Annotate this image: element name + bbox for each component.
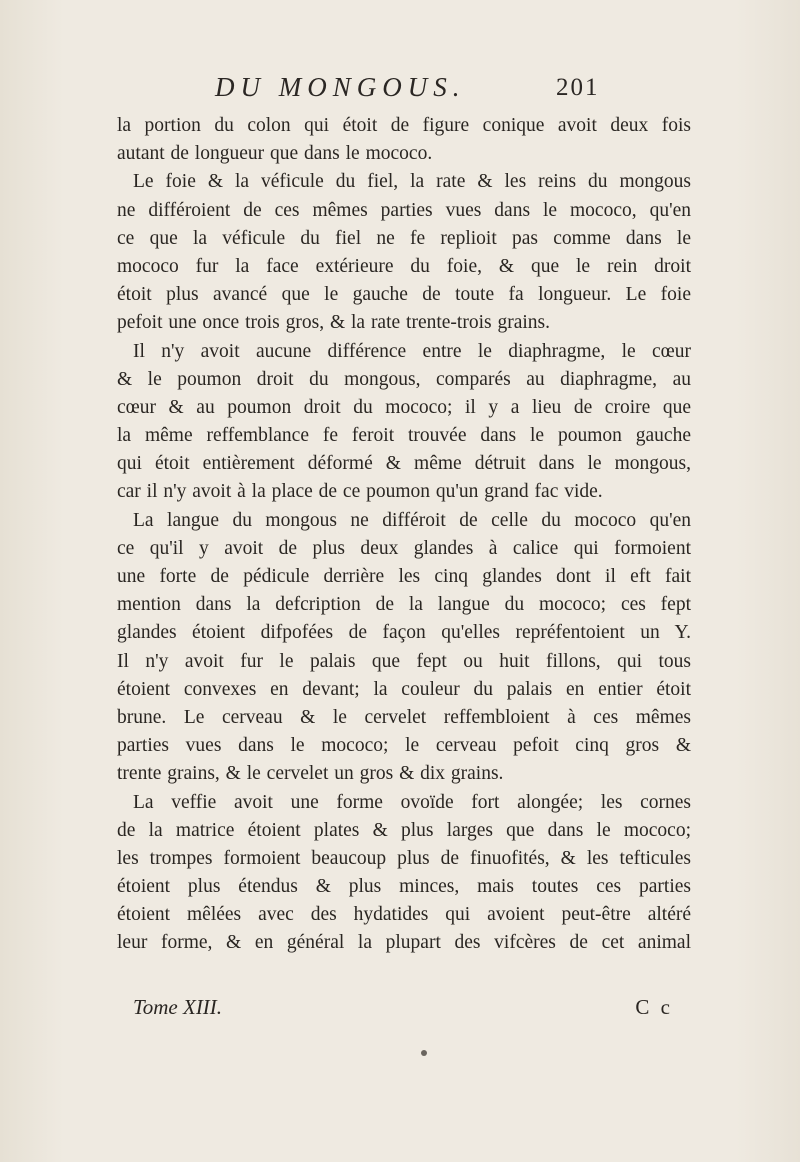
text-line: La veffie avoit une forme ovoïde fort alongée; les cornes xyxy=(133,791,691,813)
page-header xyxy=(215,72,610,112)
text-line: étoient convexes en devant; la couleur du palais en entier étoit xyxy=(117,678,691,700)
text-line: étoit plus avancé que le gauche de toute fa longueur. Le foie xyxy=(117,284,691,306)
text-line: ce que la véficule du fiel ne fe replioit pas comme dans le xyxy=(117,227,691,249)
page-number: 201 xyxy=(556,74,600,101)
text-line: ce qu'il y avoit de plus deux glandes à calice qui formoient xyxy=(117,537,691,559)
text-line: la portion du colon qui étoit de figure conique avoit deux fois xyxy=(117,115,691,136)
text-line: mention dans la defcription de la langue du mococo; ces fept xyxy=(117,594,691,616)
text-line: La langue du mongous ne différoit de celle du mococo qu'en xyxy=(133,509,691,531)
text-line: cœur & au poumon droit du mococo; il y a lieu de croire que xyxy=(117,396,691,418)
text-line: Il n'y avoit aucune différence entre le diaphragme, le cœur xyxy=(133,340,691,362)
body-text xyxy=(117,112,691,958)
text-line: ne différoient de ces mêmes parties vues dans le mococo, qu'en xyxy=(117,199,691,221)
text-line: Le foie & la véficule du fiel, la rate & les reins du mongous xyxy=(133,171,691,193)
running-title: DU MONGOUS. xyxy=(215,72,466,102)
text-line: une forte de pédicule derrière les cinq glandes dont il eft fait xyxy=(117,566,691,587)
text-line: & le poumon droit du mongous, comparés au diaphragme, au xyxy=(117,368,691,390)
text-line: autant de longueur que dans le mococo. xyxy=(117,143,433,165)
text-line: Il n'y avoit fur le palais que fept ou huit fillons, qui tous xyxy=(117,650,691,672)
text-line: qui étoit entièrement déformé & même détruit dans le mongous, xyxy=(117,453,691,475)
text-line: trente grains, & le cervelet un gros & dix grains. xyxy=(117,763,504,785)
volume-label: Tome XIII. xyxy=(133,995,223,1019)
text-line: glandes étoient difpofées de façon qu'elles repréfentoient un Y. xyxy=(117,622,691,644)
text-line: étoient plus étendus & plus minces, mais toutes ces parties xyxy=(117,876,691,898)
text-line: les trompes formoient beaucoup plus de finuofités, & les tefticules xyxy=(117,847,691,869)
page-footer xyxy=(133,995,673,1027)
ink-speck xyxy=(421,1050,427,1056)
signature-mark: C c xyxy=(635,995,673,1019)
text-line: pefoit une once trois gros, & la rate trente-trois grains. xyxy=(117,312,550,334)
text-line: mococo fur la face extérieure du foie, & que le rein droit xyxy=(117,255,691,277)
text-line: étoient mêlées avec des hydatides qui avoient peut-être altéré xyxy=(117,904,691,926)
text-line: de la matrice étoient plates & plus larges que dans le mococo; xyxy=(117,819,691,841)
text-line: car il n'y avoit à la place de ce poumon qu'un grand fac vide. xyxy=(117,481,603,503)
text-line: brune. Le cerveau & le cervelet reffembloient à ces mêmes xyxy=(117,706,691,728)
text-line: leur forme, & en général la plupart des vifcères de cet animal xyxy=(117,932,691,954)
text-line: parties vues dans le mococo; le cerveau pefoit cinq gros & xyxy=(117,735,691,757)
text-line: la même reffemblance fe feroit trouvée dans le poumon gauche xyxy=(117,425,691,447)
